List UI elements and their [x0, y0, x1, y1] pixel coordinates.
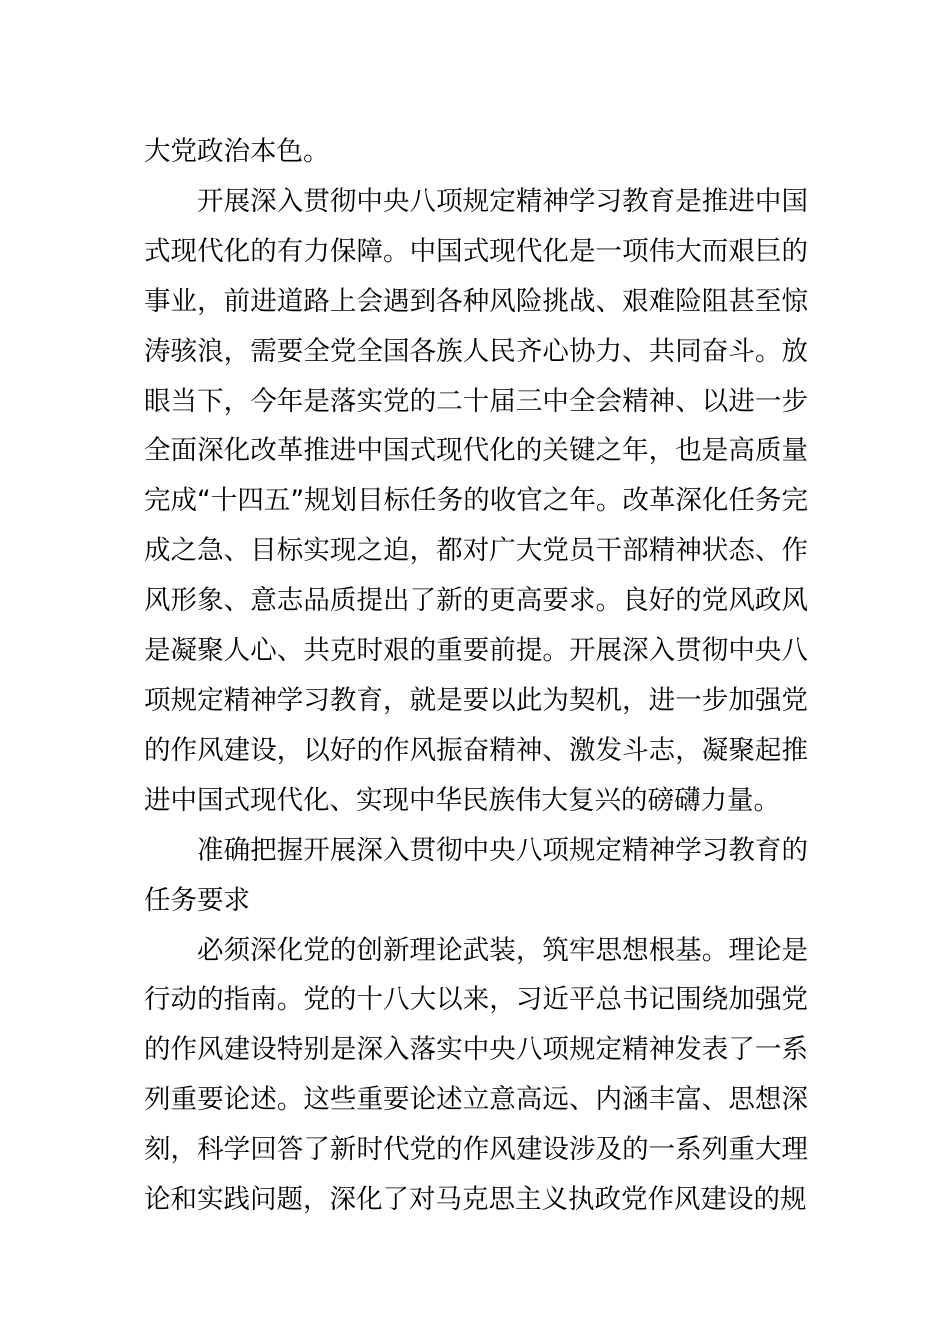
document-body [144, 127, 808, 1225]
paragraph-guarantee: 开展深入贯彻中央八项规定精神学习教育是推进中国式现代化的有力保障。中国式现代化是一项伟大而艰巨的事业，前进道路上会遇到各种风险挑战、艰难险阻甚至惊涛骇浪，需要全党全国各族人民齐心协力、共同奋斗。放眼当下，今年是落实党的二十届三中全会精神、以进一步全面深化改革推进中国式现代化的关键之年，也是高质量完成“十四五”规划目标任务的收官之年。改革深化任务完成之急、目标实现之迫，都对广大党员干部精神状态、作风形象、意志品质提出了新的更高要求。良好的党风政风是凝聚人心、共克时艰的重要前提。开展深入贯彻中央八项规定精神学习教育，就是要以此为契机，进一步加强党的作风建设，以好的作风振奋精神、激发斗志，凝聚起推进中国式现代化、实现中华民族伟大复兴的磅礴力量。 [144, 185, 808, 816]
paragraph-theory: 必须深化党的创新理论武装，筑牢思想根基。理论是行动的指南。党的十八大以来，习近平总书记围绕加强党的作风建设特别是深入落实中央八项规定精神发表了一系列重要论述。这些重要论述立意高远、内涵丰富、思想深刻，科学回答了新时代党的作风建设涉及的一系列重大理论和实践问题，深化了对马克思主义执政党作风建设的规 [144, 934, 808, 1216]
section-heading: 准确把握开展深入贯彻中央八项规定精神学习教育的任务要求 [144, 834, 808, 916]
paragraph-continuation: 大党政治本色。 [144, 136, 330, 167]
